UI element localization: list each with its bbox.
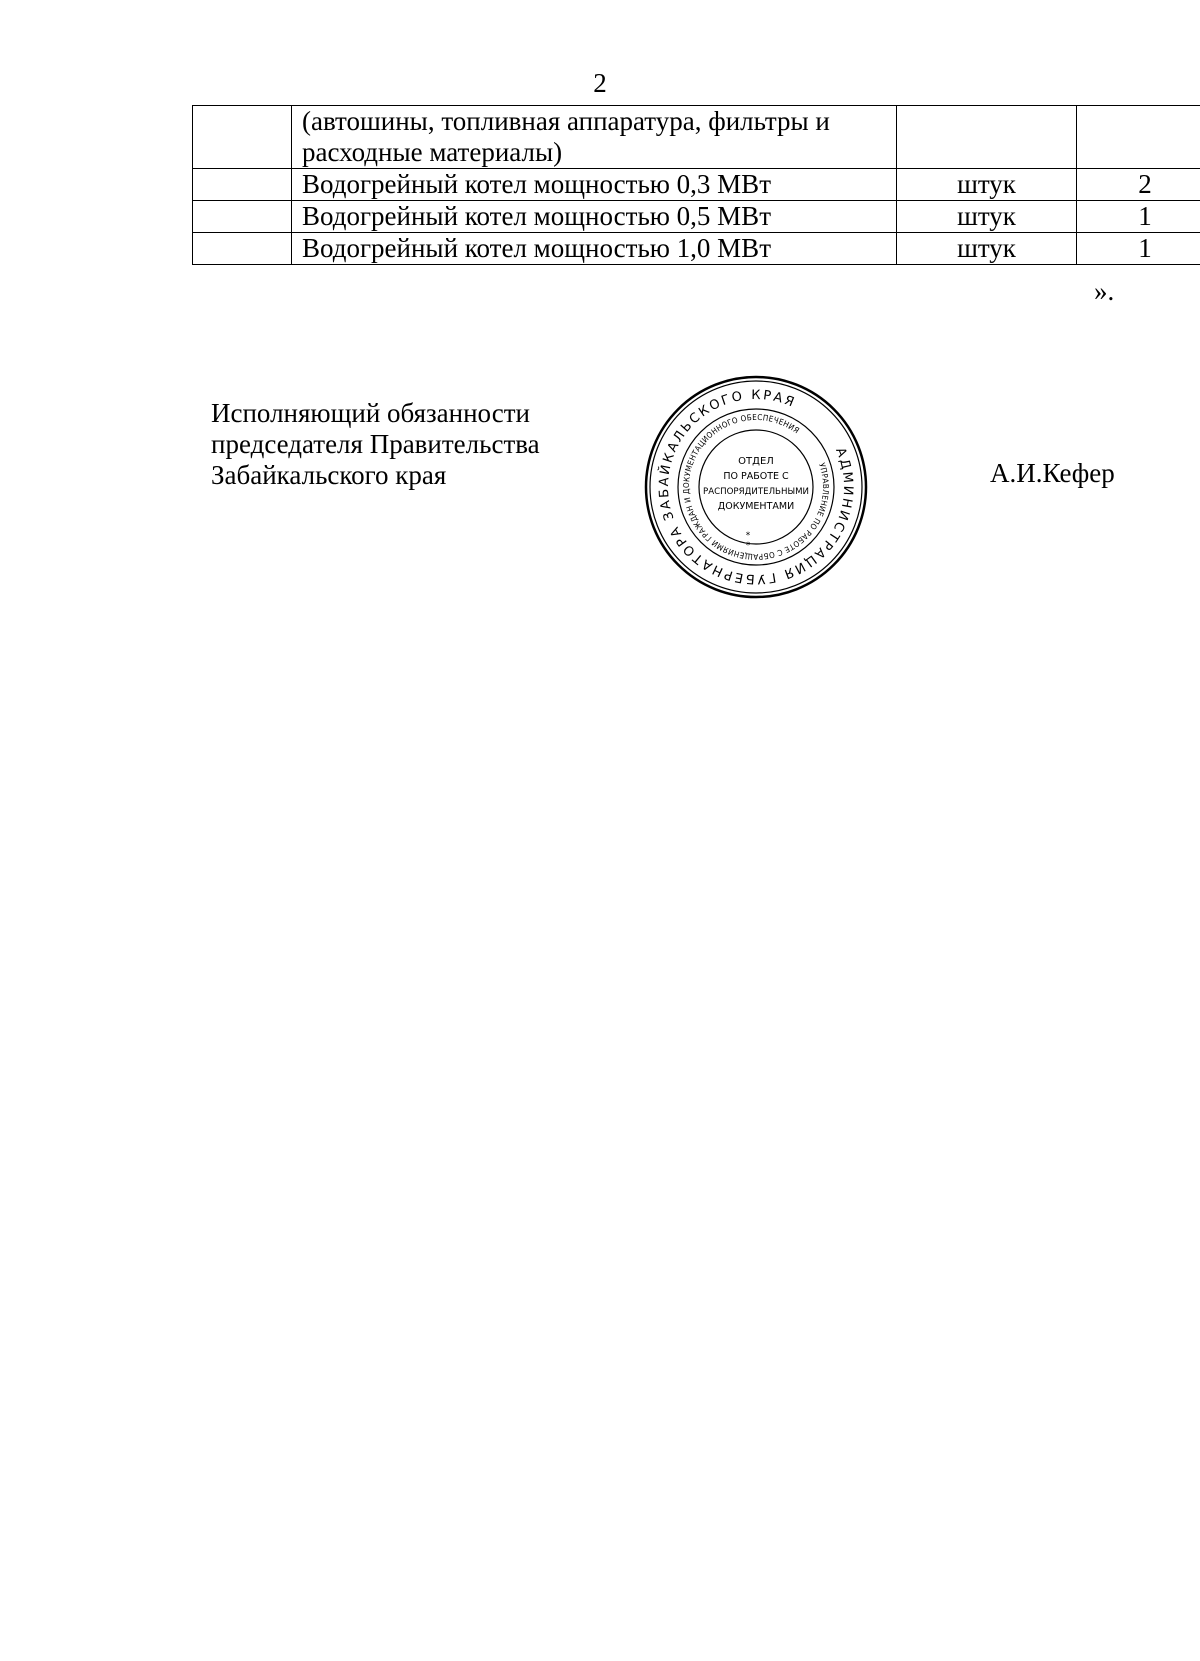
row-number-cell: [193, 169, 292, 201]
item-name-cell: [292, 169, 897, 201]
seal-center-line: РАСПОРЯДИТЕЛЬНЫМИ: [703, 487, 809, 497]
items-table: [192, 105, 1200, 265]
seal-center-line: ПО РАБОТЕ С: [723, 471, 789, 482]
item-name-line: Водогрейный котел мощностью 0,3 МВт: [302, 169, 771, 199]
item-name-line: расходные материалы): [302, 137, 563, 167]
seal-outer-text: АДМИНИСТРАЦИЯ ГУБЕРНАТОРА ЗАБАЙКАЛЬСКОГО КРАЯ: [656, 387, 856, 587]
unit-cell: [897, 106, 1077, 169]
item-name-cell: [292, 201, 897, 233]
signer-title-line: председателя Правительства: [211, 429, 540, 459]
seal-center-line: ОТДЕЛ: [738, 456, 774, 467]
signer-title-line: Забайкальского края: [211, 460, 447, 490]
official-seal: [641, 372, 871, 602]
table-row: [193, 201, 1200, 233]
seal-star-icon: *: [745, 531, 751, 541]
closing-quote: ».: [1094, 276, 1115, 306]
seal-inner-ring-text: УПРАВЛЕНИЕ ПО РАБОТЕ С ОБРАЩЕНИЯМИ ГРАЖДАН И ДОКУМЕНТАЦИОННОГО ОБЕСПЕЧЕНИЯ: [681, 412, 831, 562]
seal-center-line: ДОКУМЕНТАМИ: [717, 501, 795, 512]
item-name-line: (автошины, топливная аппаратура, фильтры и: [302, 106, 830, 136]
unit-cell: штук: [897, 201, 1077, 233]
signer-title: [211, 398, 641, 491]
table-row: [193, 233, 1200, 265]
table-row: [193, 106, 1200, 169]
unit-cell: штук: [897, 169, 1077, 201]
item-name-line: Водогрейный котел мощностью 1,0 МВт: [302, 233, 771, 263]
item-name-line: Водогрейный котел мощностью 0,5 МВт: [302, 201, 771, 231]
seal-star-icon: *: [745, 541, 751, 551]
item-name-cell: [292, 233, 897, 265]
row-number-cell: [193, 106, 292, 169]
quantity-cell: [1077, 106, 1200, 169]
table-row: [193, 169, 1200, 201]
row-number-cell: [193, 201, 292, 233]
page-number: 2: [593, 68, 607, 98]
signer-title-line: Исполняющий обязанности: [211, 398, 530, 428]
quantity-cell: 2: [1077, 169, 1200, 201]
quantity-cell: 1: [1077, 201, 1200, 233]
unit-cell: штук: [897, 233, 1077, 265]
row-number-cell: [193, 233, 292, 265]
signer-name: А.И.Кефер: [990, 458, 1115, 488]
item-name-cell: [292, 106, 897, 169]
quantity-cell: 1: [1077, 233, 1200, 265]
